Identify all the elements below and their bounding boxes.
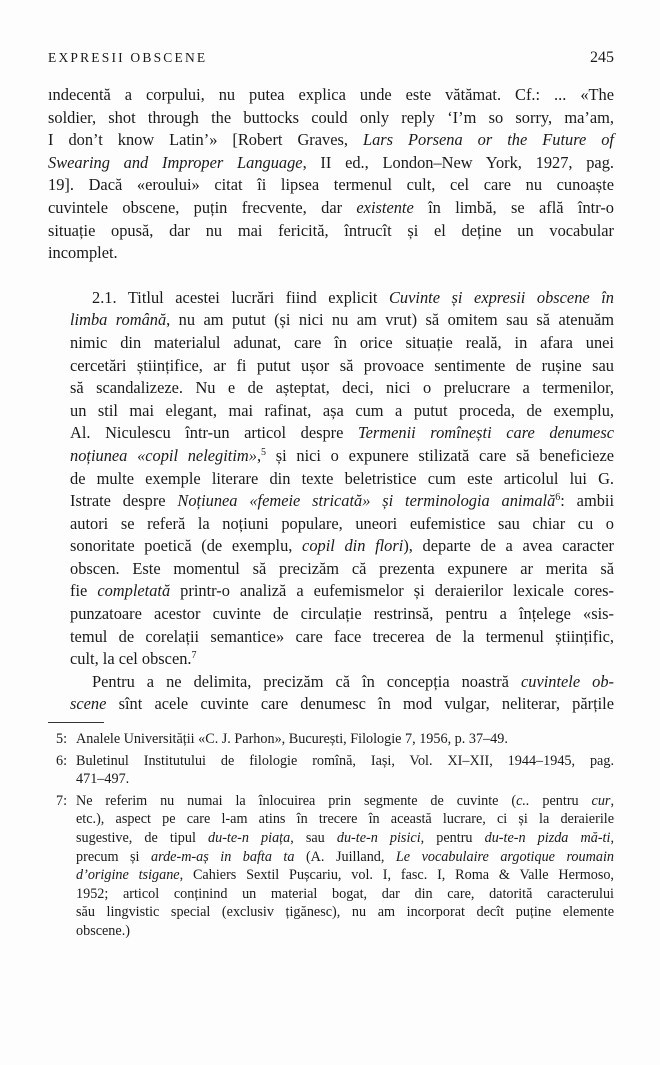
- page-header: [48, 50, 614, 72]
- page-number: 245: [590, 49, 614, 66]
- text-line: d’origine tsigane, Cahiers Sextil Pușcariu, vol. I, fasc. I, Roma & Valle Hermoso,: [76, 867, 614, 884]
- text-line: fie completată printr-o analiză a eufemismelor și deraierilor lexicale cores-: [70, 581, 614, 601]
- text-line: obscene.): [76, 922, 130, 939]
- footnote-text: [76, 752, 614, 789]
- text-line: un stil mai elegant, mai rafinat, așa cum a putut proceda, de exemplu,: [70, 400, 614, 420]
- footnotes: [48, 730, 614, 944]
- footnote-ref: 6: [555, 492, 561, 504]
- text-line: 471–497.: [76, 771, 130, 788]
- text-line: precum și arde-m-aș in bafta ta (A. Juilland, Le vocabulaire argotique roumain: [76, 848, 614, 865]
- text-line: cult, la cel obscen.$^7$: [70, 649, 197, 669]
- footnote-text: [76, 730, 614, 749]
- footnote-number: 6:: [56, 752, 68, 769]
- text-line: punzatoare acestor cuvinte de circulație restrinsă, pentru a înțelege «sis-: [70, 604, 614, 624]
- text-line: său lingvistic special (exclusiv țigănesc), nu am incorporat decît puține elemente: [76, 904, 614, 921]
- text-line: etc.), aspect pe care l-am atins în trecere în această lucrare, ci și la deraierile: [76, 811, 614, 828]
- text-line: 2.1. Titlul acestei lucrări fiind explicit Cuvinte și expresii obscene în: [92, 287, 614, 307]
- text-line: 1952; articol conținind un material bogat, dar din care, datorită caracterului: [76, 885, 614, 902]
- text-line: Analele Universității «C. J. Parhon», București, Filologie 7, 1956, p. 37–49.: [76, 731, 508, 747]
- text-line: sugestive, de tipul du-te-n piața, sau du-te-n pisici, pentru du-te-n pizda mă-ti,: [76, 829, 614, 846]
- text-line: sonoritate poetică (de exemplu, copil din flori), departe de a avea caracter: [70, 536, 614, 556]
- text-line: cercetări științifice, ar fi putut ușor să provoace sentimente de rușine sau: [70, 355, 614, 375]
- text-line: nimic din materialul adunat, care în orice situație reală, in afara unei: [70, 332, 614, 352]
- paragraph-1: [48, 84, 614, 265]
- text-line: Al. Niculescu într-un articol despre Termenii romînești care denumesc: [70, 423, 614, 443]
- footnote-ref: 5: [261, 446, 267, 458]
- footnote-separator: [48, 722, 104, 723]
- text-line: obscen. Este momentul să precizăm că prezenta expunere ar merita să: [70, 558, 614, 578]
- footnote-number: 5:: [56, 731, 68, 747]
- text-line: incomplet.: [48, 243, 118, 263]
- footnote-number: 7:: [56, 792, 68, 809]
- text-line: cuvintele obscene, puțin frecvente, dar existente în limbă, se află într-o: [48, 197, 614, 217]
- text-line: soldier, shot through the buttocks could only reply ‘I’m so sorry, ma’am,: [48, 107, 614, 127]
- footnote-text: [76, 792, 614, 941]
- footnote-6: [48, 752, 614, 789]
- footnote-5: [48, 730, 614, 749]
- text-line: I don’t know Latin’» [Robert Graves, Lars Porsena or the Future of: [48, 130, 614, 150]
- text-line: Ne referim nu numai la înlocuirea prin segmente de cuvinte (c.. pentru cur,: [76, 792, 614, 809]
- text-line: de multe exemple literare din texte beletristice cum este articolul lui G.: [70, 468, 614, 488]
- text-line: noțiunea «copil nelegitim»,$^5$ și nici o expunere stilizată care să beneficieze: [70, 445, 614, 465]
- footnote-ref: 7: [191, 650, 197, 662]
- text-line: Istrate despre Noțiunea «femeie stricată» și terminologia animală$^6$: ambii: [70, 491, 614, 511]
- paragraph-2-1: [48, 287, 614, 671]
- text-line: temul de corelații semantice» care face trecerea de la termenul științific,: [70, 626, 614, 646]
- text-line: Swearing and Improper Language, II ed., London–New York, 1927, pag.: [48, 152, 615, 172]
- paragraph-delimitation: [48, 671, 614, 716]
- text-line: situație opusă, dar nu mai fericită, întrucît și el deține un vocabular: [48, 220, 614, 240]
- text-line: limba română, nu am putut (și nici nu am vrut) să omitem sau să atenuăm: [70, 310, 614, 330]
- text-line: autori se referă la noțiuni populare, uneori eufemistice sau chiar cu o: [70, 513, 614, 533]
- text-line: scene sînt acele cuvinte care denumesc în mod vulgar, neliterar, părțile: [70, 694, 614, 714]
- running-title: EXPRESII OBSCENE: [48, 50, 208, 65]
- text-line: să scandalizeze. Nu e de așteptat, deci, nici o prelucrare a termenilor,: [70, 378, 614, 398]
- text-line: 19]. Dacă «eroului» citat îi lipsea termenul cult, cel care nu cunoaște: [48, 175, 614, 195]
- text-line: Buletinul Institutului de filologie romînă, Iași, Vol. XI–XII, 1944–1945, pag.: [76, 752, 614, 769]
- footnote-7: [48, 792, 614, 941]
- text-line: Pentru a ne delimita, precizăm că în concepția noastră cuvintele ob-: [92, 671, 614, 691]
- text-line: ındecentă a corpului, nu putea explica unde este vătămat. Cf.: ... «The: [48, 85, 614, 104]
- body-text: [48, 84, 614, 716]
